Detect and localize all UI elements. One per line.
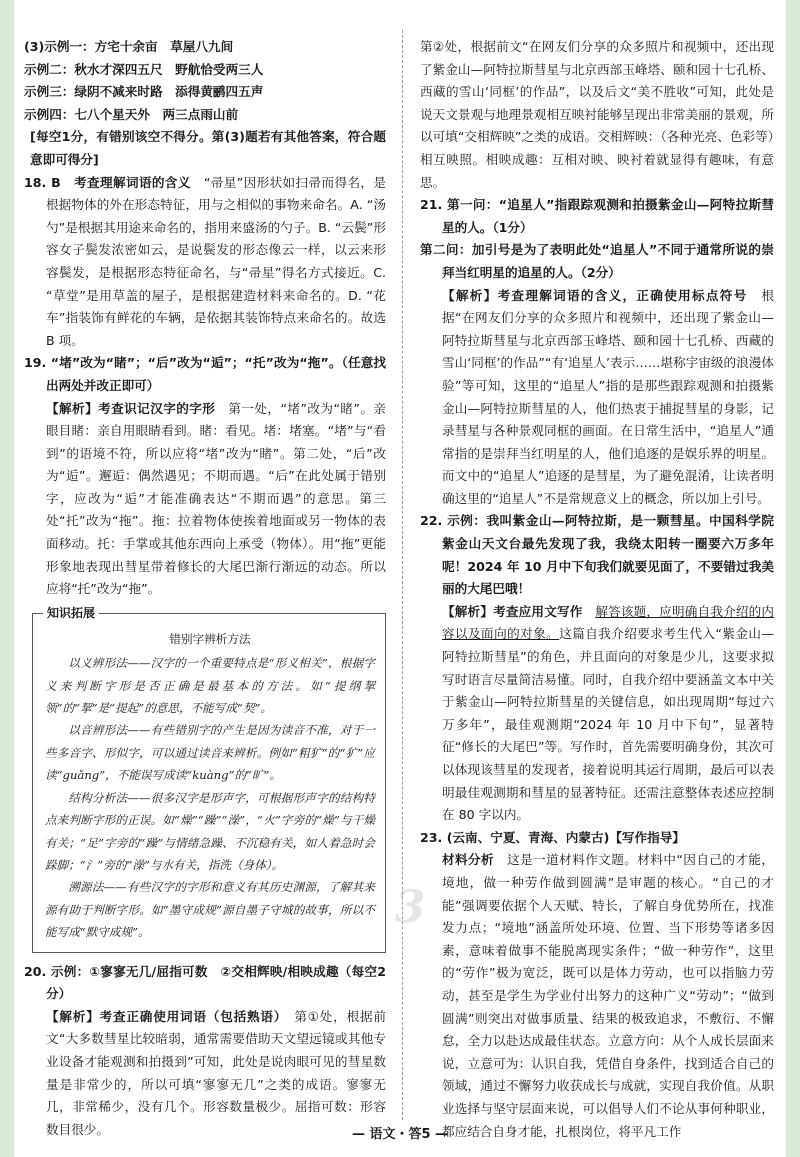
q21-analysis-tag: 【解析】考查理解词语的含义，正确使用标点符号	[442, 287, 748, 303]
knowledge-method-3: 结构分析法——很多汉字是形声字，可根据形声字的结构特点来判断字形的正误。如“燥”“躁”“澡”，“火”字旁的“燥”与干燥有关；“足”字旁的“躁”与情绪急躁、不沉稳有关，如人着急时会跺脚；“氵”旁的“澡”与水有关，指洗（身体）。	[45, 790, 375, 872]
q21-heading-1: 21. 第一问：“追星人”指跟踪观测和拍摄紫金山—阿特拉斯彗星的人。（1分）	[420, 197, 774, 235]
q17-example-1: (3)示例一：方宅十余亩 草屋八九间	[24, 39, 234, 54]
right-edge-band	[786, 0, 800, 1157]
q19-explanation: 第一处，“堵”改为“睹”。亲眼目睹：亲自用眼睛看到。睹：看见。堵：堵塞。“堵”与“看到”的语境不符，所以应将“堵”改为“睹”。第二处，“后”改为“逅”。邂逅：偶然遇见；不期而遇。“后”在此处属于错别字，应改为“逅”才能准确表达“不期而遇”的意思。第三处“托”改为“拖”。拖：拉着物体使挨着地面或另一物体的表面移动。托：手掌或其他东西向上承受（物体）。用“拖”更能形象地表现出彗星带着修长的大尾巴渐行渐远的动态。所以应将“托”改为“拖”。	[46, 400, 386, 597]
q17-scoring-note: [每空1分，有错别该空不得分。第(3)题若有其他答案，符合题意即可得分]	[30, 129, 386, 167]
knowledge-tag: 知识拓展	[43, 603, 99, 623]
q18-answer	[24, 172, 386, 353]
q20-answer-continued	[420, 36, 774, 194]
q23-material-tag: 材料分析	[442, 852, 495, 868]
q17-example-4: 示例四：七八个星天外 两三点雨山前	[24, 106, 239, 122]
page-footer: — 语文・答5 —	[351, 1127, 449, 1142]
q21-answer	[420, 194, 774, 510]
q19-analysis-tag: 【解析】考查识记汉字的字形	[46, 400, 216, 416]
q20-explanation: 第①处，根据前文“大多数彗星比较暗弱，通常需要借助天文望远镜或其他专业设备才能观测和拍摄到”可知，此处是说肉眼可见的彗星数量是非常少的，所以可填“寥寥无几”之类的成语。寥寥无几，非常稀少，没有几个。形容数量极少。屈指可数：形容数目很少。	[46, 1008, 387, 1137]
q20-analysis-tag: 【解析】考查正确使用词语（包括熟语）	[46, 1008, 281, 1024]
right-column	[420, 36, 774, 1143]
knowledge-method-4: 溯源法——有些汉字的字形和意义有其历史渊源，了解其来源有助于判断字形。如“墨守成规”源自墨子守城的故事，所以不能写成“默守成规”。	[45, 880, 375, 940]
q22-explanation: 这篇自我介绍要求考生代入“紫金山—阿特拉斯彗星”的角色，并且面向的对象是少儿，这要求拟写时语言尽量简洁易懂。同时，自我介绍中要涵盖文本中关于紫金山—阿特拉斯彗星的关键信息，如出现周期“每过六万多年”，最佳观测期“2024 年 10 月中下旬”，显著特征“修长的大尾巴”等。写作时，首先需要明确身份，其次可以体现该彗星的发现者，接着说明其运行周期，最后可以表明最佳观测期和彗星的显著特征。还需注意整体表述应控制在 80 字以内。	[442, 626, 774, 823]
q20-heading: 20. 示例：①寥寥无几/屈指可数 ②交相辉映/相映成趣（每空2分）	[24, 963, 386, 1002]
q23-answer	[420, 827, 774, 1143]
knowledge-box	[32, 605, 386, 953]
left-edge-band	[0, 0, 14, 1157]
watermark-logo: 3	[394, 882, 426, 933]
q17-example-2: 示例二：秋水才深四五尺 野航恰受两三人	[24, 61, 264, 77]
q22-answer	[420, 510, 774, 826]
q18-heading: 18. B 考查理解词语的含义	[24, 174, 191, 190]
knowledge-title: 错别字辨析方法	[169, 631, 251, 646]
q22-heading: 22. 示例：我叫紫金山—阿特拉斯，是一颗彗星。中国科学院紫金山天文台最先发现了我，我绕太阳转一圈要六万多年呢！2024 年 10 月中下旬我们就要见面了，不要错过我美丽的大尾巴哦！	[420, 513, 774, 597]
knowledge-method-2: 以音辨形法——有些错别字的产生是因为读音不准，对于一些多音字、形似字，可以通过读音来辨析。例如“粗犷”的“犷”应读“guǎng”，不能误写成读“kuàng”的“旷”。	[45, 723, 375, 783]
q22-analysis-tag: 【解析】考查应用文写作	[442, 603, 583, 619]
q20-explanation-continued: 第②处，根据前文“在网友们分享的众多照片和视频中，还出现了紫金山—阿特拉斯彗星与北京西部玉峰塔、颐和园十七孔桥、西藏的雪山‘同框’的作品”，以及后文“美不胜收”可知，此处是说天文景观与地理景观相互映衬能够呈现出非常美丽的景观，所以可填“交相辉映”之类的成语。交相辉映：（各种光亮、色彩等）相互映照。相映成趣：互相对映、映衬着就显得有趣味，有意思。	[420, 39, 774, 190]
column-divider	[402, 30, 403, 1120]
q17-answer	[24, 36, 386, 172]
q21-heading-2: 第二问：加引号是为了表明此处“追星人”不同于通常所说的崇拜当红明星的追星的人。（2分）	[420, 242, 774, 280]
q23-explanation: 这是一道材料作文题。材料中“因自己的才能，境地，做一种劳作做到圆满”是审题的核心。“自己的才能”强调要依据个人天赋、特长，了解自身优势所在，找准发力点；“境地”涵盖所处环境、位置、当下形势等诸多因素，意味着做事不能脱离现实条件；“做一种劳作”，这里的“劳作”极为宽泛，既可以是体力劳动，也可以指脑力劳动，甚至是学生为学业付出努力的这种广义“劳动”；“做到圆满”则突出对做事质量、结果的极致追求，不敷衍、不懈怠，全力以赴达成最佳状态。立意方向：从个人成长层面来说，立意可为：认识自我，凭借自身条件，找到适合自己的领域，通过不懈努力收获成长与成就，实现自我价值。从职业选择与坚守层面来说，可以倡导人们不论从事何种职业，都应结合自身才能，扎根岗位，将平凡工作	[442, 852, 775, 1139]
q18-explanation: “帚星”因形状如扫帚而得名，是根据物体的外在形态特征，用与之相似的事物来命名。A. “汤勺”是根据其用途来命名的，指用来盛汤的勺子。B. “云鬓”形容女子鬓发浓密如云，是说鬓发的形态像云一样，以云来形容鬓发，是根据形态特征命名，与“帚星”得名方式接近。C. “草堂”是用草盖的屋子，是根据建造材料来命名的。D. “花车”指装饰有鲜花的车辆，是依据其装饰特点来命名的。故选 B 项。	[46, 174, 386, 348]
q21-explanation: 根据“在网友们分享的众多照片和视频中，还出现了紫金山—阿特拉斯彗星与北京西部玉峰塔、颐和园十七孔桥、西藏的雪山‘同框’的作品”“有‘追星人’表示……堪称宇宙级的浪漫体验”等可知，这里的“追星人”指的是那些跟踪观测和拍摄紫金山—阿特拉斯彗星的人，他们热衷于捕捉彗星的身影，记录彗星与各种景观同框的画面。在日常生活中，“追星人”通常指的是崇拜当红明星的人，他们追逐的是娱乐界的明星。而文中的“追星人”追逐的是彗星，为了避免混淆，让读者明确这里的“追星人”不是常规意义上的概念，所以加上引号。	[442, 287, 775, 506]
q23-heading: 23. (云南、宁夏、青海、内蒙古)【写作指导】	[420, 829, 685, 845]
q17-example-3: 示例三：绿阴不减来时路 添得黄鹂四五声	[24, 84, 264, 100]
q19-answer	[24, 352, 386, 601]
left-column	[24, 36, 386, 1141]
q20-answer	[24, 961, 386, 1142]
knowledge-method-1: 以义辨形法——汉字的一个重要特点是“形义相关”，根据字义来判断字形是否正确是最基本的方法。如“提纲挈领”的“挈”是“提起”的意思，不能写成“契”。	[45, 656, 375, 716]
q19-heading: 19. “堵”改为“睹”；“后”改为“逅”；“托”改为“拖”。（任意找出两处并改正即可）	[24, 355, 386, 393]
q22-underlined-hint: 解答该题，应明确自我介绍的内容以及面向的对象。	[442, 603, 775, 642]
